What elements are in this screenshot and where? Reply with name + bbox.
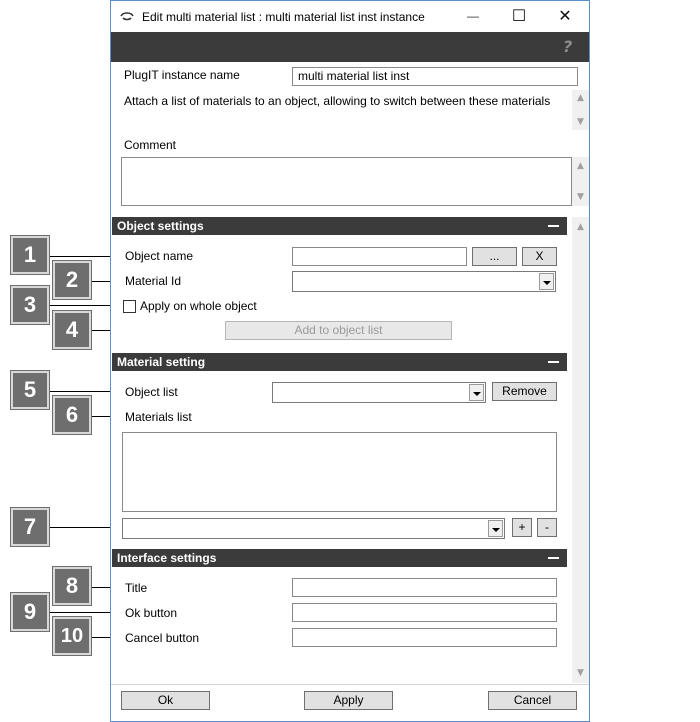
callout-9 xyxy=(11,593,49,631)
instance-name-label: PlugIT instance name xyxy=(124,68,240,82)
footer-divider xyxy=(111,684,589,685)
material-id-select[interactable] xyxy=(292,271,556,292)
description-text: Attach a list of materials to an object, allowing to switch between these materials xyxy=(124,94,551,108)
remove-material-button[interactable]: - xyxy=(537,518,557,537)
apply-button[interactable]: Apply xyxy=(304,691,393,710)
callout-4 xyxy=(53,311,91,349)
ok-button-input[interactable] xyxy=(292,603,557,622)
callout-6-number: 6 xyxy=(65,402,79,427)
cancel-button-label: Cancel button xyxy=(125,631,200,645)
title-label: Title xyxy=(125,581,148,595)
browse-button[interactable]: ... xyxy=(472,247,517,266)
remove-button[interactable]: Remove xyxy=(492,382,557,401)
material-id-label: Material Id xyxy=(125,274,182,288)
ok-button-label: Ok button xyxy=(125,606,178,620)
object-name-label: Object name xyxy=(125,249,194,263)
section-title: Object settings xyxy=(117,219,204,233)
comment-scrollbar[interactable] xyxy=(572,157,589,206)
description-scrollbar[interactable] xyxy=(572,90,589,130)
material-setting-header[interactable] xyxy=(112,353,567,371)
callout-1-number: 1 xyxy=(23,242,37,267)
scroll-up-icon[interactable]: ▲ xyxy=(577,222,584,232)
callout-5-number: 5 xyxy=(23,377,37,402)
toolbar xyxy=(111,32,589,62)
callout-3 xyxy=(11,286,49,324)
callout-7 xyxy=(11,508,49,546)
collapse-icon[interactable] xyxy=(548,225,559,227)
callout-6 xyxy=(53,396,91,434)
cancel-button-input[interactable] xyxy=(292,628,557,647)
comment-textarea[interactable] xyxy=(121,157,572,206)
callout-2-number: 2 xyxy=(65,267,79,292)
apply-whole-label: Apply on whole object xyxy=(140,299,257,313)
materials-list-label: Materials list xyxy=(125,410,192,424)
callout-10 xyxy=(53,617,91,655)
scroll-down-icon[interactable]: ▼ xyxy=(577,117,584,127)
object-settings-header[interactable] xyxy=(112,217,567,235)
callout-8-number: 8 xyxy=(65,573,79,598)
scroll-up-icon[interactable]: ▲ xyxy=(577,93,584,103)
add-material-button[interactable]: + xyxy=(512,518,532,537)
title-bar[interactable] xyxy=(111,1,589,32)
scroll-down-icon[interactable]: ▼ xyxy=(577,192,584,202)
scroll-up-icon[interactable]: ▲ xyxy=(577,161,584,171)
callout-7-number: 7 xyxy=(23,514,37,539)
callout-5 xyxy=(11,371,49,409)
scroll-down-icon[interactable]: ▼ xyxy=(577,668,584,678)
section-title: Interface settings xyxy=(117,551,217,565)
comment-label: Comment xyxy=(124,138,177,152)
ok-button[interactable]: Ok xyxy=(121,691,210,710)
close-button[interactable]: ✕ xyxy=(558,8,572,25)
clear-button[interactable]: X xyxy=(522,247,557,266)
chevron-down-icon[interactable] xyxy=(469,384,484,401)
callout-2 xyxy=(53,261,91,299)
interface-settings-header[interactable] xyxy=(112,549,567,567)
object-name-input[interactable] xyxy=(292,247,467,266)
callout-1 xyxy=(11,236,49,274)
apply-whole-checkbox[interactable] xyxy=(123,300,136,313)
chevron-down-icon[interactable] xyxy=(539,273,554,290)
title-input[interactable] xyxy=(292,578,557,597)
instance-name-input[interactable]: multi material list inst xyxy=(292,67,578,86)
maximize-button[interactable]: ☐ xyxy=(511,8,527,25)
app-icon xyxy=(120,11,134,21)
collapse-icon[interactable] xyxy=(548,361,559,363)
object-list-label: Object list xyxy=(125,385,178,399)
cancel-button[interactable]: Cancel xyxy=(488,691,577,710)
section-title: Material setting xyxy=(117,355,206,369)
add-to-object-list-button[interactable]: Add to object list xyxy=(225,321,452,340)
materials-listbox[interactable] xyxy=(122,432,557,512)
callout-4-number: 4 xyxy=(65,317,79,342)
chevron-down-icon[interactable] xyxy=(488,520,503,537)
object-list-select[interactable] xyxy=(272,382,486,403)
dialog-window xyxy=(110,0,590,722)
main-scrollbar[interactable] xyxy=(572,217,589,683)
callout-9-number: 9 xyxy=(23,599,37,624)
callout-10-number: 10 xyxy=(60,625,84,647)
collapse-icon[interactable] xyxy=(548,557,559,559)
callout-8 xyxy=(53,567,91,605)
minimize-button[interactable]: — xyxy=(467,9,479,23)
window-title: Edit multi material list : multi material list inst instance xyxy=(142,10,425,24)
material-add-select[interactable] xyxy=(122,518,505,539)
help-icon[interactable]: ? xyxy=(563,37,573,56)
callout-3-number: 3 xyxy=(23,292,37,317)
